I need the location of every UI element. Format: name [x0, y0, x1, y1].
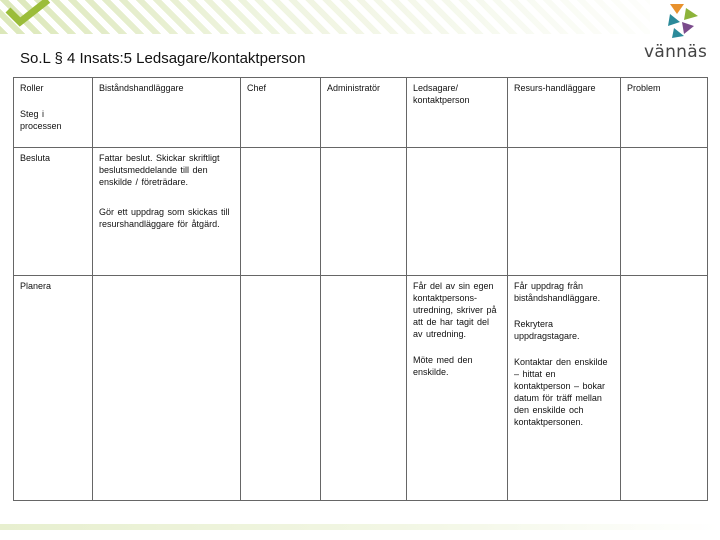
header-resurs-label: Resurs-handläggare	[514, 83, 596, 93]
header-chef-label: Chef	[247, 83, 267, 93]
cell-planera-admin	[321, 276, 407, 501]
table-header-row	[14, 78, 708, 148]
header-roles: Roller	[20, 83, 44, 93]
cell-planera-ledsagare	[407, 276, 508, 501]
cell-planera-resurs	[508, 276, 621, 501]
step-label: Planera	[20, 281, 52, 291]
table-row	[14, 148, 708, 276]
cell-text: Kontaktar den enskilde – hittat en kontaktperson – bokar datum för träff mellan den enskilde och kontaktpersonen.	[514, 357, 608, 427]
header-steps: Steg i processen	[20, 109, 62, 131]
cell-besluta-problem	[621, 148, 708, 276]
footer-band	[0, 524, 720, 530]
cell-besluta-ledsagare	[407, 148, 508, 276]
row-step-planera	[14, 276, 93, 501]
header-admin-label: Administratör	[327, 83, 381, 93]
cell-planera-bistand	[93, 276, 241, 501]
cell-besluta-bistand	[93, 148, 241, 276]
roles-process-table	[13, 77, 708, 501]
header-bistand	[93, 78, 241, 148]
header-resurs	[508, 78, 621, 148]
cell-besluta-chef	[241, 148, 321, 276]
step-label: Besluta	[20, 153, 51, 163]
cell-text: Fattar beslut. Skickar skriftligt beslutsmeddelande till den enskilde / företrädare.	[99, 153, 220, 187]
header-chef	[241, 78, 321, 148]
cell-text: Får del av sin egen kontaktpersons-utredning, skriver på att de har tagit del av utredning.	[413, 281, 497, 339]
row-step-besluta	[14, 148, 93, 276]
cell-text: Gör ett uppdrag som skickas till resurshandläggare för åtgärd.	[99, 207, 230, 229]
logo-text: vännäs	[644, 42, 708, 62]
cell-planera-problem	[621, 276, 708, 501]
header-problem-label: Problem	[627, 83, 661, 93]
cell-besluta-admin	[321, 148, 407, 276]
header-ledsagare	[407, 78, 508, 148]
cell-text: Får uppdrag från biståndshandläggare.	[514, 281, 601, 303]
header-bistand-label: Biståndshandläggare	[99, 83, 184, 93]
header-admin	[321, 78, 407, 148]
header-ledsagare-label: Ledsagare/ kontaktperson	[413, 83, 470, 105]
checkmark-decoration-icon	[0, 0, 60, 30]
slide-title: So.L § 4 Insats:5 Ledsagare/kontaktperson	[20, 50, 306, 67]
cell-planera-chef	[241, 276, 321, 501]
header-problem	[621, 78, 708, 148]
table-row	[14, 276, 708, 501]
cell-text: Möte med den enskilde.	[413, 355, 473, 377]
header-pattern	[0, 0, 650, 34]
header-roles-steps	[14, 78, 93, 148]
cell-besluta-resurs	[508, 148, 621, 276]
cell-text: Rekrytera uppdragstagare.	[514, 319, 580, 341]
